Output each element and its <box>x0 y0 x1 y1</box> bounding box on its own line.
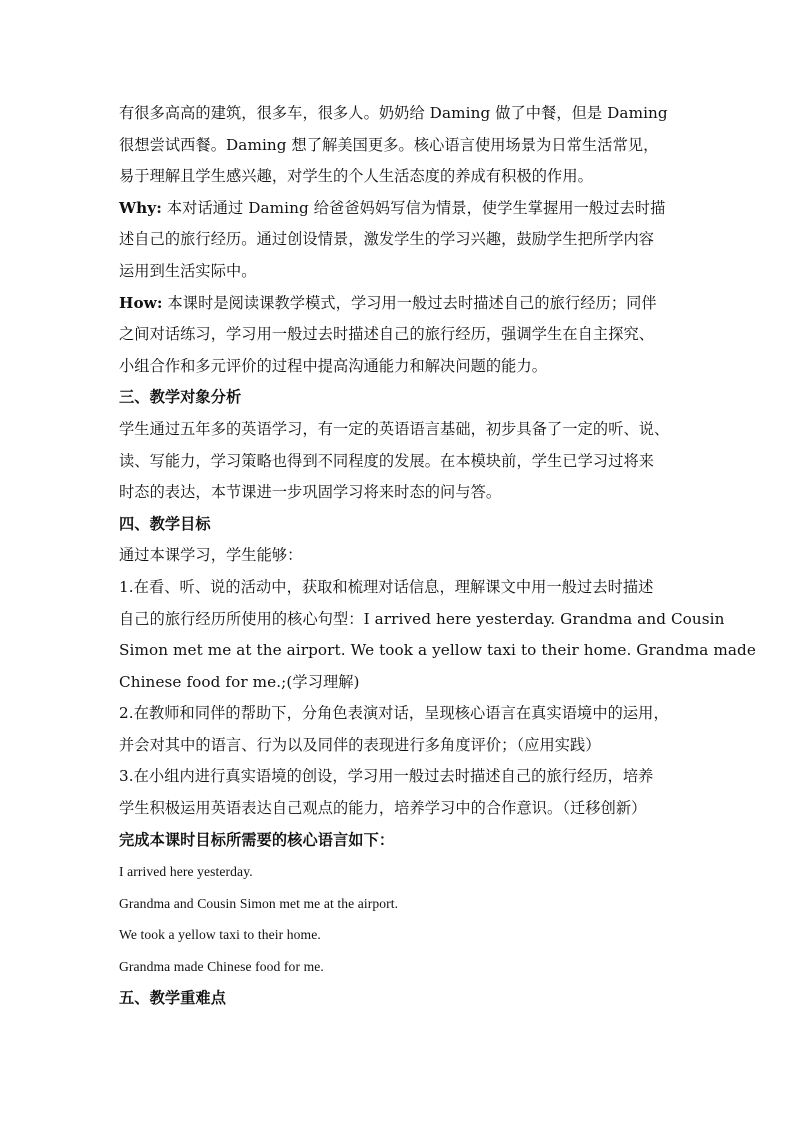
section-heading: 三、教学对象分析 <box>119 388 242 407</box>
paragraph-line: 运用到生活实际中。 <box>119 261 257 280</box>
paragraph-line: 学生积极运用英语表达自己观点的能力，培养学习中的合作意识。（迁移创新） <box>119 799 647 818</box>
paragraph-line: 很想尝试西餐。Daming 想了解美国更多。核心语言使用场景为日常生活常见， <box>119 135 659 154</box>
paragraph-label: Why: <box>119 198 162 217</box>
paragraph-line: 并会对其中的语言、行为以及同伴的表现进行多角度评价；（应用实践） <box>119 735 601 754</box>
section-heading: 四、教学目标 <box>119 514 211 533</box>
core-language-sentence: We took a yellow taxi to their home. <box>119 927 321 943</box>
document-body <box>119 98 756 1014</box>
paragraph-line: Simon met me at the airport. We took a yellow taxi to their home. Grandma made <box>119 641 756 660</box>
paragraph-line: 2.在教师和同伴的帮助下，分角色表演对话，呈现核心语言在真实语境中的运用， <box>119 704 669 723</box>
paragraph-text: 本对话通过 Daming 给爸爸妈妈写信为情景，使学生掌握用一般过去时描 <box>161 198 666 217</box>
core-language-sentence: I arrived here yesterday. <box>119 864 253 880</box>
paragraph-line: 述自己的旅行经历。通过创设情景，激发学生的学习兴趣，鼓励学生把所学内容 <box>119 230 655 249</box>
paragraph-line: 自己的旅行经历所使用的核心句型：I arrived here yesterday. Grandma and Cousin <box>119 609 725 628</box>
core-language-sentence: Grandma and Cousin Simon met me at the airport. <box>119 895 399 911</box>
paragraph-line: 1.在看、听、说的活动中，获取和梳理对话信息，理解课文中用一般过去时描述 <box>119 577 654 596</box>
paragraph-line: 3.在小组内进行真实语境的创设，学习用一般过去时描述自己的旅行经历，培养 <box>119 767 654 786</box>
paragraph-line: Chinese food for me.;(学习理解) <box>119 672 360 691</box>
section-heading: 五、教学重难点 <box>119 988 227 1007</box>
paragraph-line: 学生通过五年多的英语学习，有一定的英语语言基础，初步具备了一定的听、说、 <box>119 419 670 438</box>
paragraph-line: 有很多高高的建筑，很多车，很多人。奶奶给 Daming 做了中餐，但是 Daming <box>119 104 668 122</box>
paragraph-label: How: <box>119 293 163 312</box>
core-language-sentence: Grandma made Chinese food for me. <box>119 959 324 975</box>
paragraph-text: 本课时是阅读课教学模式，学习用一般过去时描述自己的旅行经历；同伴 <box>162 293 657 312</box>
paragraph-line <box>119 288 679 320</box>
paragraph-line: 通过本课学习，学生能够： <box>119 546 303 565</box>
paragraph-line: 时态的表达，本节课进一步巩固学习将来时态的问与答。 <box>119 483 502 502</box>
paragraph-line <box>119 193 679 225</box>
paragraph-line: 易于理解且学生感兴趣，对学生的个人生活态度的养成有积极的作用。 <box>119 167 593 186</box>
paragraph-line: 读、写能力，学习策略也得到不同程度的发展。在本模块前，学生已学习过将来 <box>119 451 655 470</box>
paragraph-line: 之间对话练习，学习用一般过去时描述自己的旅行经历，强调学生在自主探究、 <box>119 325 655 344</box>
paragraph-line: 小组合作和多元评价的过程中提高沟通能力和解决问题的能力。 <box>119 356 548 375</box>
section-heading: 完成本课时目标所需要的核心语言如下： <box>119 830 395 849</box>
